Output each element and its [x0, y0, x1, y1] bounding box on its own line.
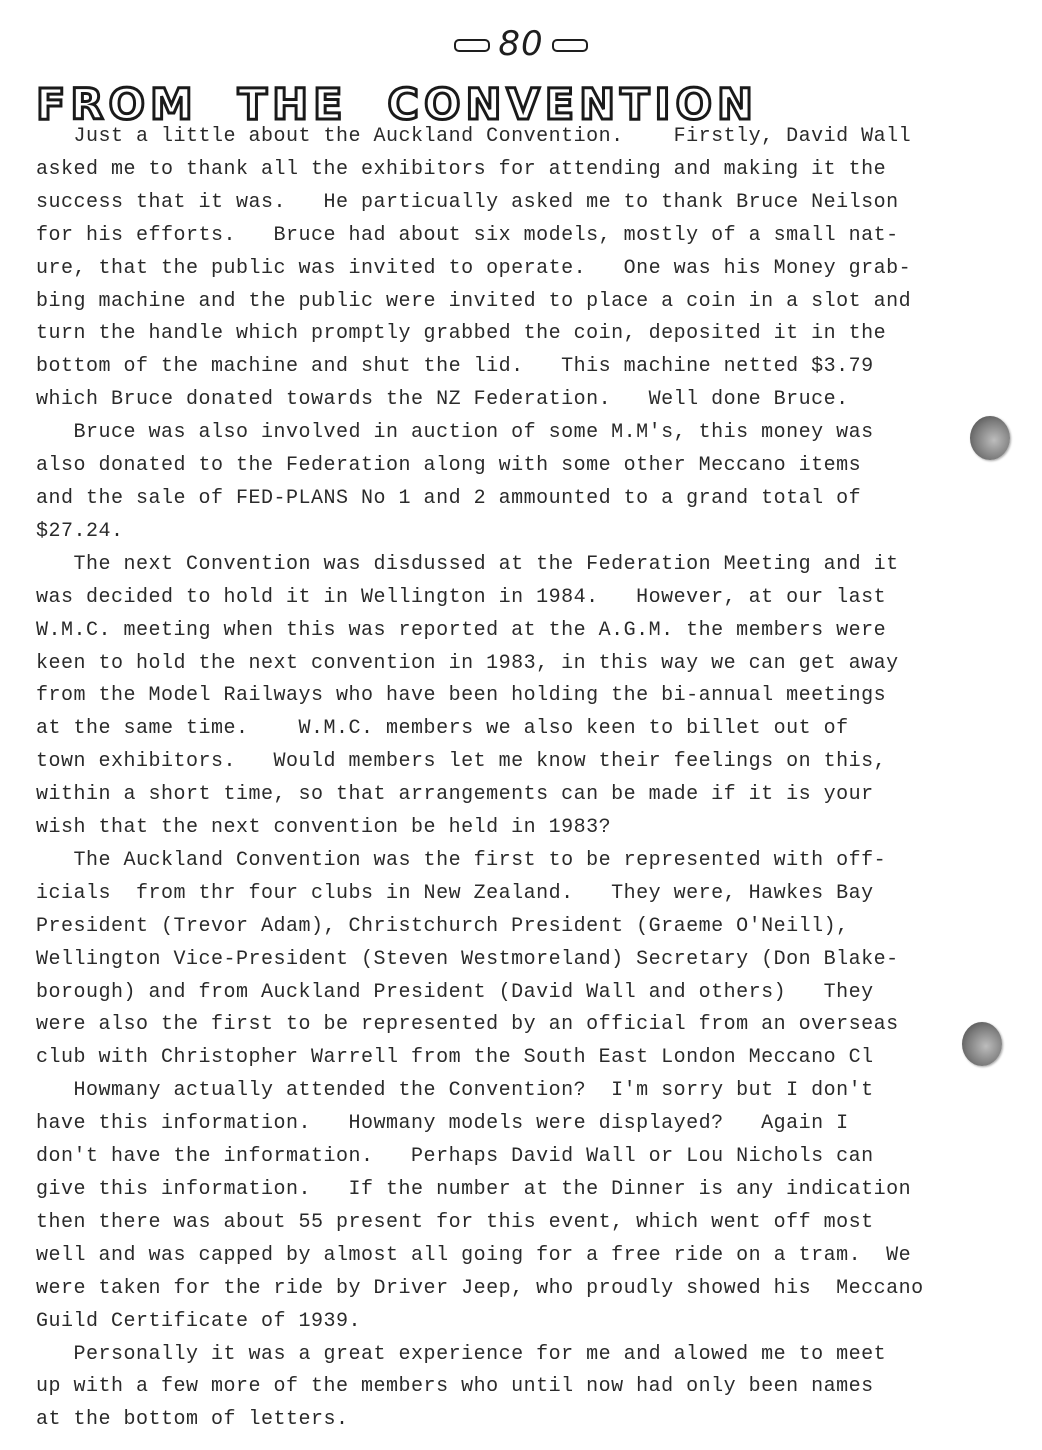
text-line: up with a few more of the members who until now had only been names	[36, 1375, 874, 1399]
text-line: wish that the next convention be held in 1983?	[36, 816, 612, 840]
paragraph	[36, 1339, 1016, 1438]
text-line: at the same time. W.M.C. members we also keen to billet out of	[36, 717, 849, 741]
punch-hole-icon	[962, 1022, 1002, 1066]
text-line: were taken for the ride by Driver Jeep, who proudly showed his Meccano	[36, 1276, 924, 1300]
text-line: then there was about 55 present for this event, which went off most	[36, 1210, 874, 1234]
left-dash-ornament	[454, 39, 490, 52]
paragraph	[36, 1075, 1016, 1338]
text-line: bottom of the machine and shut the lid. This machine netted $3.79	[36, 355, 874, 379]
text-line: keen to hold the next convention in 1983, in this way we can get away	[36, 651, 899, 675]
text-line: well and was capped by almost all going for a free ride on a tram. We	[36, 1243, 912, 1267]
text-line: borough) and from Auckland President (David Wall and others) They	[36, 980, 874, 1004]
text-line: Just a little about the Auckland Convention. Firstly, David Wall	[36, 125, 912, 148]
text-line: icials from thr four clubs in New Zealand. They were, Hawkes Bay	[36, 881, 874, 905]
text-line: The next Convention was disdussed at the Federation Meeting and it	[36, 552, 899, 576]
text-line: Guild Certificate of 1939.	[36, 1309, 362, 1333]
text-line: asked me to thank all the exhibitors for attending and making it the	[36, 157, 887, 181]
paragraph	[36, 845, 1016, 1075]
text-line: from the Model Railways who have been holding the bi-annual meetings	[36, 684, 887, 708]
text-line: Bruce was also involved in auction of some M.M's, this money was	[36, 421, 874, 445]
text-line: town exhibitors. Would members let me know their feelings on this,	[36, 750, 887, 774]
article-heading: FROM THE CONVENTION	[36, 80, 759, 130]
text-line: which Bruce donated towards the NZ Federation. Well done Bruce.	[36, 388, 849, 412]
article-body	[36, 121, 1016, 1437]
text-line: $27.24.	[36, 519, 124, 543]
paragraph	[36, 549, 1016, 845]
text-line: for his efforts. Bruce had about six models, mostly of a small nat-	[36, 223, 899, 247]
page-number	[0, 24, 1042, 64]
text-line: bing machine and the public were invited to place a coin in a slot and	[36, 289, 912, 313]
text-line: Howmany actually attended the Convention? I'm sorry but I don't	[36, 1079, 874, 1103]
text-line: turn the handle which promptly grabbed the coin, deposited it in the	[36, 322, 887, 346]
paragraph	[36, 121, 1016, 417]
text-line: were also the first to be represented by an official from an overseas	[36, 1013, 899, 1037]
text-line: and the sale of FED-PLANS No 1 and 2 ammounted to a grand total of	[36, 486, 862, 510]
paragraph	[36, 417, 1016, 549]
text-line: within a short time, so that arrangements can be made if it is your	[36, 783, 874, 807]
text-line: at the bottom of letters.	[36, 1408, 349, 1432]
text-line: W.M.C. meeting when this was reported at the A.G.M. the members were	[36, 618, 887, 642]
text-line: club with Christopher Warrell from the South East London Meccano Cl	[36, 1046, 874, 1070]
text-line: The Auckland Convention was the first to be represented with off-	[36, 848, 887, 872]
page-number-text: 80	[498, 24, 544, 64]
text-line: also donated to the Federation along with some other Meccano items	[36, 454, 862, 478]
text-line: give this information. If the number at the Dinner is any indication	[36, 1178, 912, 1201]
text-line: President (Trevor Adam), Christchurch President (Graeme O'Neill),	[36, 914, 849, 938]
text-line: Personally it was a great experience for me and alowed me to meet	[36, 1342, 887, 1366]
right-dash-ornament	[552, 39, 588, 52]
text-line: success that it was. He particually asked me to thank Bruce Neilson	[36, 190, 899, 214]
text-line: have this information. Howmany models were displayed? Again I	[36, 1112, 849, 1136]
text-line: don't have the information. Perhaps David Wall or Lou Nichols can	[36, 1145, 874, 1169]
text-line: ure, that the public was invited to operate. One was his Money grab-	[36, 256, 912, 280]
text-line: Wellington Vice-President (Steven Westmoreland) Secretary (Don Blake-	[36, 947, 899, 971]
text-line: was decided to hold it in Wellington in 1984. However, at our last	[36, 585, 887, 609]
punch-hole-icon	[970, 416, 1010, 460]
